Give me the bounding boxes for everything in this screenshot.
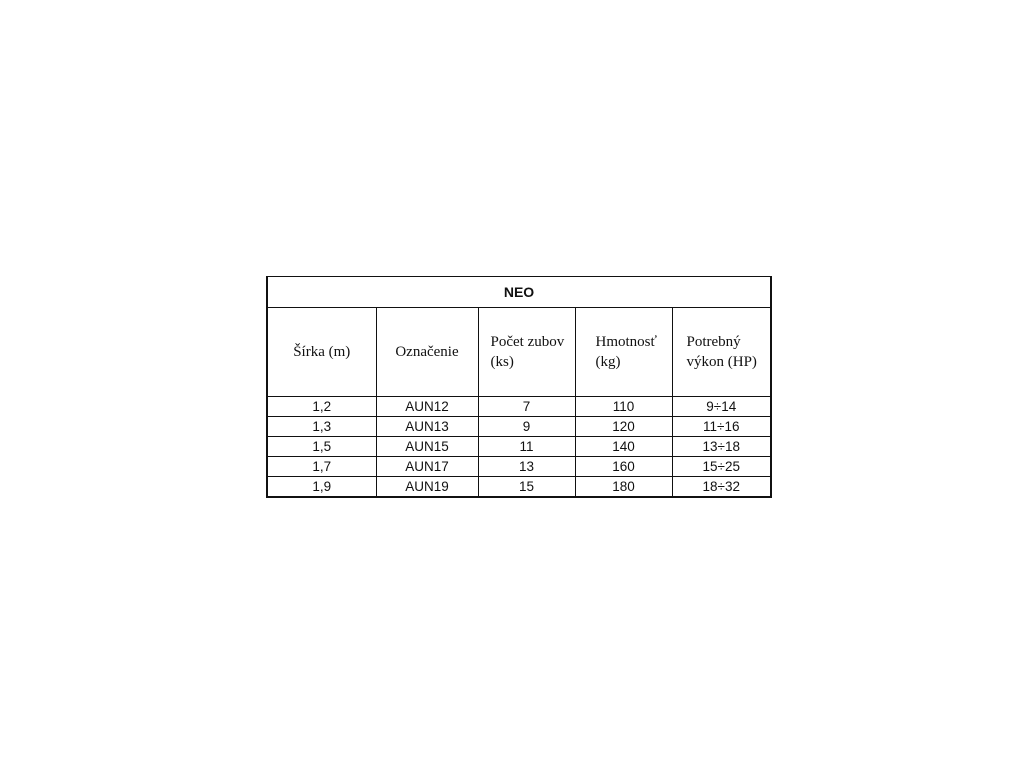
- cell-teeth-count: 15: [478, 477, 575, 498]
- cell-designation: AUN13: [376, 417, 478, 437]
- cell-power: 13÷18: [672, 437, 771, 457]
- cell-power: 9÷14: [672, 397, 771, 417]
- cell-teeth-count: 13: [478, 457, 575, 477]
- spec-table: [266, 276, 772, 498]
- cell-width: 1,2: [267, 397, 376, 417]
- cell-weight: 120: [575, 417, 672, 437]
- cell-width: 1,9: [267, 477, 376, 498]
- cell-width: 1,7: [267, 457, 376, 477]
- cell-power: 18÷32: [672, 477, 771, 498]
- table-row: [267, 477, 771, 498]
- cell-width: 1,5: [267, 437, 376, 457]
- table-row: [267, 417, 771, 437]
- cell-weight: 160: [575, 457, 672, 477]
- cell-width: 1,3: [267, 417, 376, 437]
- cell-teeth-count: 11: [478, 437, 575, 457]
- table-title: NEO: [267, 277, 771, 308]
- cell-power: 11÷16: [672, 417, 771, 437]
- header-width: Šírka (m): [267, 308, 376, 397]
- cell-designation: AUN15: [376, 437, 478, 457]
- cell-designation: AUN17: [376, 457, 478, 477]
- header-teeth-count: Počet zubov (ks): [478, 308, 575, 397]
- header-power: Potrebný výkon (HP): [672, 308, 771, 397]
- cell-designation: AUN19: [376, 477, 478, 498]
- cell-teeth-count: 9: [478, 417, 575, 437]
- cell-weight: 110: [575, 397, 672, 417]
- table-header-row: [267, 308, 771, 397]
- cell-weight: 180: [575, 477, 672, 498]
- cell-teeth-count: 7: [478, 397, 575, 417]
- table-row: [267, 437, 771, 457]
- header-weight: Hmotnosť (kg): [575, 308, 672, 397]
- cell-weight: 140: [575, 437, 672, 457]
- table-title-row: [267, 277, 771, 308]
- cell-power: 15÷25: [672, 457, 771, 477]
- table-row: [267, 397, 771, 417]
- header-designation: Označenie: [376, 308, 478, 397]
- table-row: [267, 457, 771, 477]
- cell-designation: AUN12: [376, 397, 478, 417]
